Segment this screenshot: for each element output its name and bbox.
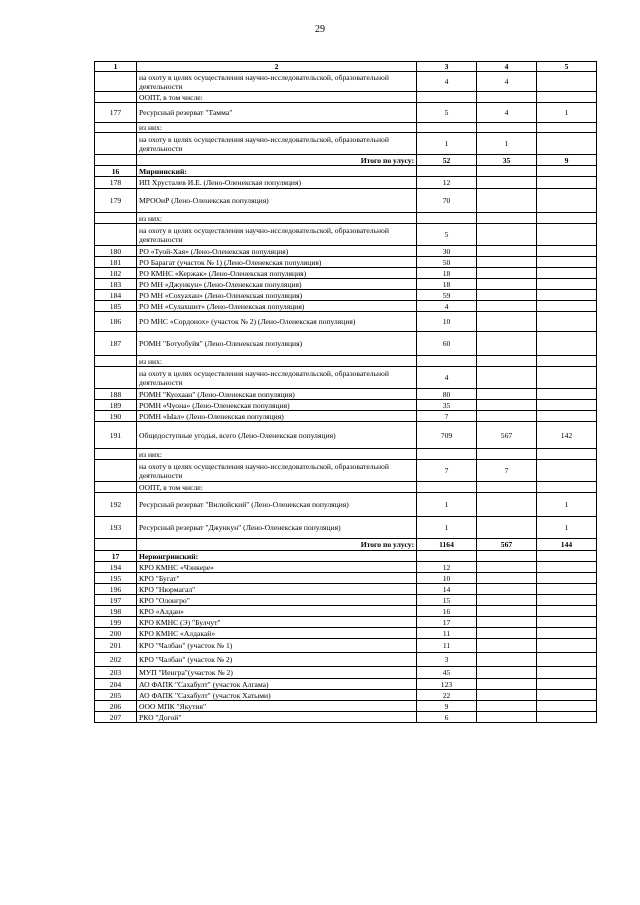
col5-value-cell xyxy=(537,224,597,246)
col3-value-cell: 11 xyxy=(417,639,477,653)
col5-value-cell xyxy=(537,482,597,493)
col3-value-cell: 1164 xyxy=(417,539,477,551)
col5-value-cell: 1 xyxy=(537,517,597,539)
col3-value-cell: 17 xyxy=(417,617,477,628)
row-name-cell: Общедоступные угодья, всего (Лено-Оленекская популяция) xyxy=(137,422,417,449)
table-row xyxy=(95,617,597,628)
table-row xyxy=(95,667,597,679)
col4-value-cell xyxy=(477,701,537,712)
row-number-cell: 195 xyxy=(95,573,137,584)
row-number-cell: 179 xyxy=(95,189,137,213)
col5-value-cell xyxy=(537,133,597,155)
row-name-cell: КРО «Алдан» xyxy=(137,606,417,617)
col5-value-cell: 1 xyxy=(537,493,597,517)
col5-value-cell xyxy=(537,301,597,312)
row-number-cell: 203 xyxy=(95,667,137,679)
table-row xyxy=(95,653,597,667)
col5-value-cell xyxy=(537,367,597,389)
col4-value-cell xyxy=(477,92,537,103)
row-name-cell: РО МН «Сохуахан» (Лено-Оленекская популяция) xyxy=(137,290,417,301)
row-number-cell: 181 xyxy=(95,257,137,268)
col3-value-cell: 15 xyxy=(417,595,477,606)
row-name-cell: РО МНС «Сордонох» (участок № 2) (Лено-Оленекская популяция) xyxy=(137,312,417,332)
col5-value-cell xyxy=(537,449,597,460)
col4-value-cell xyxy=(477,493,537,517)
row-number-cell: 190 xyxy=(95,411,137,422)
row-number-cell: 196 xyxy=(95,584,137,595)
col3-value-cell: 7 xyxy=(417,411,477,422)
col5-value-cell xyxy=(537,584,597,595)
col4-value-cell xyxy=(477,690,537,701)
col3-value-cell: 12 xyxy=(417,562,477,573)
col4-value-cell xyxy=(477,332,537,356)
row-number-cell: 177 xyxy=(95,103,137,123)
table-row xyxy=(95,639,597,653)
row-number-cell: 204 xyxy=(95,679,137,690)
col3-value-cell: 14 xyxy=(417,584,477,595)
col3-value-cell: 60 xyxy=(417,332,477,356)
col4-value-cell xyxy=(477,279,537,290)
col4-value-cell: 35 xyxy=(477,155,537,166)
table-row xyxy=(95,411,597,422)
col3-value-cell: 12 xyxy=(417,177,477,189)
col4-value-cell xyxy=(477,290,537,301)
table-row xyxy=(95,562,597,573)
col4-value-cell xyxy=(477,517,537,539)
col5-value-cell xyxy=(537,279,597,290)
col4-value-cell xyxy=(477,449,537,460)
row-number-cell: 200 xyxy=(95,628,137,639)
row-number-cell: 180 xyxy=(95,246,137,257)
col5-value-cell xyxy=(537,712,597,723)
col5-value-cell xyxy=(537,290,597,301)
section-row xyxy=(95,551,597,562)
col3-value-cell: 6 xyxy=(417,712,477,723)
table-row xyxy=(95,460,597,482)
row-name-cell: КРО "Нюрмагал" xyxy=(137,584,417,595)
col4-value-cell xyxy=(477,224,537,246)
row-number-cell xyxy=(95,449,137,460)
row-name-cell: КРО КМНС «Алдакай» xyxy=(137,628,417,639)
table-row xyxy=(95,628,597,639)
col5-value-cell xyxy=(537,679,597,690)
col5-value-cell xyxy=(537,332,597,356)
col3-value-cell: 4 xyxy=(417,301,477,312)
row-number-cell: 184 xyxy=(95,290,137,301)
row-number-cell: 198 xyxy=(95,606,137,617)
col3-value-cell: 18 xyxy=(417,268,477,279)
row-name-cell: РОМН «Чуона» (Лено-Оленекская популяция) xyxy=(137,400,417,411)
table-row xyxy=(95,257,597,268)
table-row xyxy=(95,279,597,290)
table-row xyxy=(95,301,597,312)
table-row xyxy=(95,332,597,356)
row-name-cell: РОМН "Ботуобуйя" (Лено-Оленекская популяция) xyxy=(137,332,417,356)
row-number-cell xyxy=(95,213,137,224)
col4-value-cell xyxy=(477,653,537,667)
page-number: 29 xyxy=(315,24,325,35)
row-name-cell: МРООиР (Лено-Оленекская популяция) xyxy=(137,189,417,213)
row-number-cell: 178 xyxy=(95,177,137,189)
col5-value-cell xyxy=(537,92,597,103)
row-name-cell: Итого по улусу: xyxy=(137,155,417,166)
row-name-cell: Итого по улусу: xyxy=(137,539,417,551)
col4-value-cell xyxy=(477,411,537,422)
table-row xyxy=(95,400,597,411)
col3-value-cell: 45 xyxy=(417,667,477,679)
col4-value-cell xyxy=(477,177,537,189)
col5-value-cell xyxy=(537,551,597,562)
table-row xyxy=(95,422,597,449)
hunting-quota-table xyxy=(94,61,597,723)
row-name-cell: РО «Туой-Хая» (Лено-Оленекская популяция) xyxy=(137,246,417,257)
col4-value-cell xyxy=(477,712,537,723)
row-number-cell: 193 xyxy=(95,517,137,539)
col4-value-cell xyxy=(477,606,537,617)
col5-value-cell xyxy=(537,189,597,213)
row-number-cell: 188 xyxy=(95,389,137,400)
col5-value-cell xyxy=(537,639,597,653)
col4-value-cell xyxy=(477,400,537,411)
row-name-cell: из них: xyxy=(137,449,417,460)
col4-value-cell xyxy=(477,189,537,213)
row-name-cell: на охоту в целях осуществления научно-исследовательской, образовательной деятельности xyxy=(137,224,417,246)
col4-value-cell xyxy=(477,573,537,584)
col4-value-cell xyxy=(477,389,537,400)
row-name-cell: на охоту в целях осуществления научно-исследовательской, образовательной деятельности xyxy=(137,367,417,389)
col5-value-cell xyxy=(537,573,597,584)
col3-value-cell: 5 xyxy=(417,103,477,123)
row-name-cell: Ресурсный резерват "Вилюйский" (Лено-Оленекская популяция) xyxy=(137,493,417,517)
row-number-cell: 192 xyxy=(95,493,137,517)
col5-value-cell xyxy=(537,617,597,628)
row-name-cell: на охоту в целях осуществления научно-исследовательской, образовательной деятельности xyxy=(137,72,417,92)
col3-value-cell: 1 xyxy=(417,133,477,155)
row-number-cell xyxy=(95,356,137,367)
col4-value-cell xyxy=(477,551,537,562)
table-row xyxy=(95,268,597,279)
col4-value-cell: 4 xyxy=(477,103,537,123)
col3-value-cell xyxy=(417,123,477,133)
total-row xyxy=(95,155,597,166)
row-number-cell: 183 xyxy=(95,279,137,290)
col4-value-cell xyxy=(477,617,537,628)
table-row xyxy=(95,584,597,595)
row-name-cell: КРО "Чалбан" (участок № 2) xyxy=(137,653,417,667)
col3-value-cell: 1 xyxy=(417,493,477,517)
col3-value-cell: 5 xyxy=(417,224,477,246)
row-name-cell: Нерюнгринский: xyxy=(137,551,417,562)
row-number-cell: 205 xyxy=(95,690,137,701)
col4-value-cell: 1 xyxy=(477,133,537,155)
row-number-cell: 189 xyxy=(95,400,137,411)
col4-value-cell xyxy=(477,584,537,595)
row-number-cell xyxy=(95,460,137,482)
row-name-cell: АО ФАПК "Сахабулт" (участок Хатыми) xyxy=(137,690,417,701)
col4-value-cell xyxy=(477,246,537,257)
table-row xyxy=(95,517,597,539)
col5-value-cell xyxy=(537,667,597,679)
col5-value-cell: 1 xyxy=(537,103,597,123)
section-row xyxy=(95,166,597,177)
row-name-cell: РО МН «Джункун» (Лено-Оленекская популяция) xyxy=(137,279,417,290)
col3-value-cell: 59 xyxy=(417,290,477,301)
table-row xyxy=(95,712,597,723)
col3-value-cell: 10 xyxy=(417,312,477,332)
row-number-cell: 17 xyxy=(95,551,137,562)
row-name-cell: КРО "Чалбан" (участок № 1) xyxy=(137,639,417,653)
col3-value-cell: 10 xyxy=(417,573,477,584)
col3-value-cell: 35 xyxy=(417,400,477,411)
col4-value-cell xyxy=(477,628,537,639)
row-name-cell: на охоту в целях осуществления научно-исследовательской, образовательной деятельности xyxy=(137,460,417,482)
row-name-cell: из них: xyxy=(137,356,417,367)
row-name-cell: МУП "Иенгра"(участок № 2) xyxy=(137,667,417,679)
row-number-cell: 201 xyxy=(95,639,137,653)
col4-value-cell xyxy=(477,595,537,606)
col3-value-cell: 709 xyxy=(417,422,477,449)
row-name-cell: РОМН «Ыал» (Лено-Оленекская популяция) xyxy=(137,411,417,422)
col3-value-cell: 52 xyxy=(417,155,477,166)
col4-value-cell xyxy=(477,123,537,133)
table-row xyxy=(95,224,597,246)
table-row xyxy=(95,595,597,606)
col3-value-cell: 18 xyxy=(417,279,477,290)
column-header: 2 xyxy=(137,62,417,72)
row-name-cell: РО КМНС «Кержак» (Лено-Оленекская популяция) xyxy=(137,268,417,279)
col5-value-cell xyxy=(537,268,597,279)
col3-value-cell xyxy=(417,213,477,224)
total-row xyxy=(95,539,597,551)
col3-value-cell xyxy=(417,482,477,493)
table-row xyxy=(95,92,597,103)
row-name-cell: АО ФАПК "Сахабулт" (участок Алгама) xyxy=(137,679,417,690)
row-number-cell: 206 xyxy=(95,701,137,712)
row-number-cell: 185 xyxy=(95,301,137,312)
col5-value-cell xyxy=(537,653,597,667)
table-row xyxy=(95,213,597,224)
table-row xyxy=(95,72,597,92)
row-number-cell xyxy=(95,224,137,246)
col5-value-cell: 142 xyxy=(537,422,597,449)
col3-value-cell: 50 xyxy=(417,257,477,268)
col5-value-cell xyxy=(537,389,597,400)
row-number-cell xyxy=(95,123,137,133)
col4-value-cell xyxy=(477,257,537,268)
col5-value-cell xyxy=(537,72,597,92)
row-number-cell xyxy=(95,133,137,155)
row-name-cell: Ресурсный резерват "Тамма" xyxy=(137,103,417,123)
col5-value-cell: 144 xyxy=(537,539,597,551)
row-name-cell: ООПТ, в том числе: xyxy=(137,482,417,493)
col4-value-cell xyxy=(477,667,537,679)
col4-value-cell xyxy=(477,679,537,690)
row-name-cell: ООО МПК "Якутия" xyxy=(137,701,417,712)
col3-value-cell: 30 xyxy=(417,246,477,257)
row-name-cell: КРО "Бугат" xyxy=(137,573,417,584)
row-name-cell: КРО КМНС (Э) "Булчут" xyxy=(137,617,417,628)
row-number-cell: 191 xyxy=(95,422,137,449)
col5-value-cell xyxy=(537,460,597,482)
row-name-cell: РО Барагат (участок № 1) (Лено-Оленекская популяция) xyxy=(137,257,417,268)
table-row xyxy=(95,606,597,617)
col3-value-cell: 1 xyxy=(417,517,477,539)
row-number-cell xyxy=(95,539,137,551)
table-row xyxy=(95,367,597,389)
row-name-cell: Мирнинский: xyxy=(137,166,417,177)
col3-value-cell: 16 xyxy=(417,606,477,617)
col3-value-cell xyxy=(417,551,477,562)
row-number-cell xyxy=(95,92,137,103)
col4-value-cell xyxy=(477,312,537,332)
table-row xyxy=(95,449,597,460)
table-row xyxy=(95,356,597,367)
col3-value-cell: 70 xyxy=(417,189,477,213)
col3-value-cell xyxy=(417,449,477,460)
col3-value-cell xyxy=(417,92,477,103)
col4-value-cell xyxy=(477,639,537,653)
table-row xyxy=(95,189,597,213)
row-number-cell: 186 xyxy=(95,312,137,332)
row-number-cell xyxy=(95,482,137,493)
col3-value-cell xyxy=(417,166,477,177)
table-row xyxy=(95,290,597,301)
col5-value-cell xyxy=(537,701,597,712)
row-name-cell: РОМН "Куохаан" (Лено-Оленекская популяция) xyxy=(137,389,417,400)
row-number-cell: 202 xyxy=(95,653,137,667)
col3-value-cell: 123 xyxy=(417,679,477,690)
row-number-cell: 207 xyxy=(95,712,137,723)
col3-value-cell: 11 xyxy=(417,628,477,639)
col4-value-cell: 7 xyxy=(477,460,537,482)
table-row xyxy=(95,312,597,332)
row-number-cell xyxy=(95,72,137,92)
col3-value-cell: 22 xyxy=(417,690,477,701)
col5-value-cell xyxy=(537,690,597,701)
table-row xyxy=(95,573,597,584)
col4-value-cell xyxy=(477,301,537,312)
col3-value-cell: 9 xyxy=(417,701,477,712)
table-row xyxy=(95,493,597,517)
row-name-cell: РКО "Догой" xyxy=(137,712,417,723)
col5-value-cell xyxy=(537,411,597,422)
col5-value-cell xyxy=(537,628,597,639)
table-row xyxy=(95,679,597,690)
row-number-cell: 16 xyxy=(95,166,137,177)
row-number-cell xyxy=(95,155,137,166)
col5-value-cell xyxy=(537,595,597,606)
row-name-cell: Ресурсный резерват "Джункун" (Лено-Оленекская популяция) xyxy=(137,517,417,539)
col3-value-cell: 3 xyxy=(417,653,477,667)
row-number-cell xyxy=(95,367,137,389)
table-row xyxy=(95,246,597,257)
table-row xyxy=(95,389,597,400)
row-name-cell: из них: xyxy=(137,123,417,133)
col5-value-cell xyxy=(537,562,597,573)
row-name-cell: ООПТ, в том числе: xyxy=(137,92,417,103)
col3-value-cell: 7 xyxy=(417,460,477,482)
column-header: 3 xyxy=(417,62,477,72)
row-number-cell: 182 xyxy=(95,268,137,279)
col4-value-cell: 4 xyxy=(477,72,537,92)
column-header: 4 xyxy=(477,62,537,72)
row-name-cell: на охоту в целях осуществления научно-исследовательской, образовательной деятельности xyxy=(137,133,417,155)
table-row xyxy=(95,482,597,493)
table-row xyxy=(95,133,597,155)
col3-value-cell: 4 xyxy=(417,72,477,92)
table-row xyxy=(95,690,597,701)
col4-value-cell xyxy=(477,562,537,573)
col5-value-cell xyxy=(537,123,597,133)
table-row xyxy=(95,701,597,712)
row-number-cell: 199 xyxy=(95,617,137,628)
table-row xyxy=(95,123,597,133)
row-name-cell: из них: xyxy=(137,213,417,224)
col3-value-cell: 80 xyxy=(417,389,477,400)
row-number-cell: 187 xyxy=(95,332,137,356)
table-row xyxy=(95,103,597,123)
col4-value-cell: 567 xyxy=(477,539,537,551)
col4-value-cell xyxy=(477,367,537,389)
row-number-cell: 197 xyxy=(95,595,137,606)
col5-value-cell: 9 xyxy=(537,155,597,166)
col5-value-cell xyxy=(537,400,597,411)
col5-value-cell xyxy=(537,166,597,177)
col5-value-cell xyxy=(537,356,597,367)
col3-value-cell xyxy=(417,356,477,367)
row-number-cell: 194 xyxy=(95,562,137,573)
col5-value-cell xyxy=(537,606,597,617)
row-name-cell: КРО КМНС «Чэнкере» xyxy=(137,562,417,573)
col4-value-cell xyxy=(477,482,537,493)
col4-value-cell xyxy=(477,213,537,224)
column-header: 5 xyxy=(537,62,597,72)
col5-value-cell xyxy=(537,177,597,189)
column-header: 1 xyxy=(95,62,137,72)
table-row xyxy=(95,177,597,189)
col5-value-cell xyxy=(537,246,597,257)
col4-value-cell: 567 xyxy=(477,422,537,449)
col5-value-cell xyxy=(537,312,597,332)
row-name-cell: КРО "Олонгро" xyxy=(137,595,417,606)
col3-value-cell: 4 xyxy=(417,367,477,389)
col4-value-cell xyxy=(477,268,537,279)
col4-value-cell xyxy=(477,356,537,367)
row-name-cell: РО МН «Сулахшит» (Лено-Оленекская популяция) xyxy=(137,301,417,312)
row-name-cell: ИП Хрусталев И.Е. (Лено-Оленекская популяция) xyxy=(137,177,417,189)
col5-value-cell xyxy=(537,213,597,224)
col4-value-cell xyxy=(477,166,537,177)
col5-value-cell xyxy=(537,257,597,268)
table-header-row xyxy=(95,62,597,72)
